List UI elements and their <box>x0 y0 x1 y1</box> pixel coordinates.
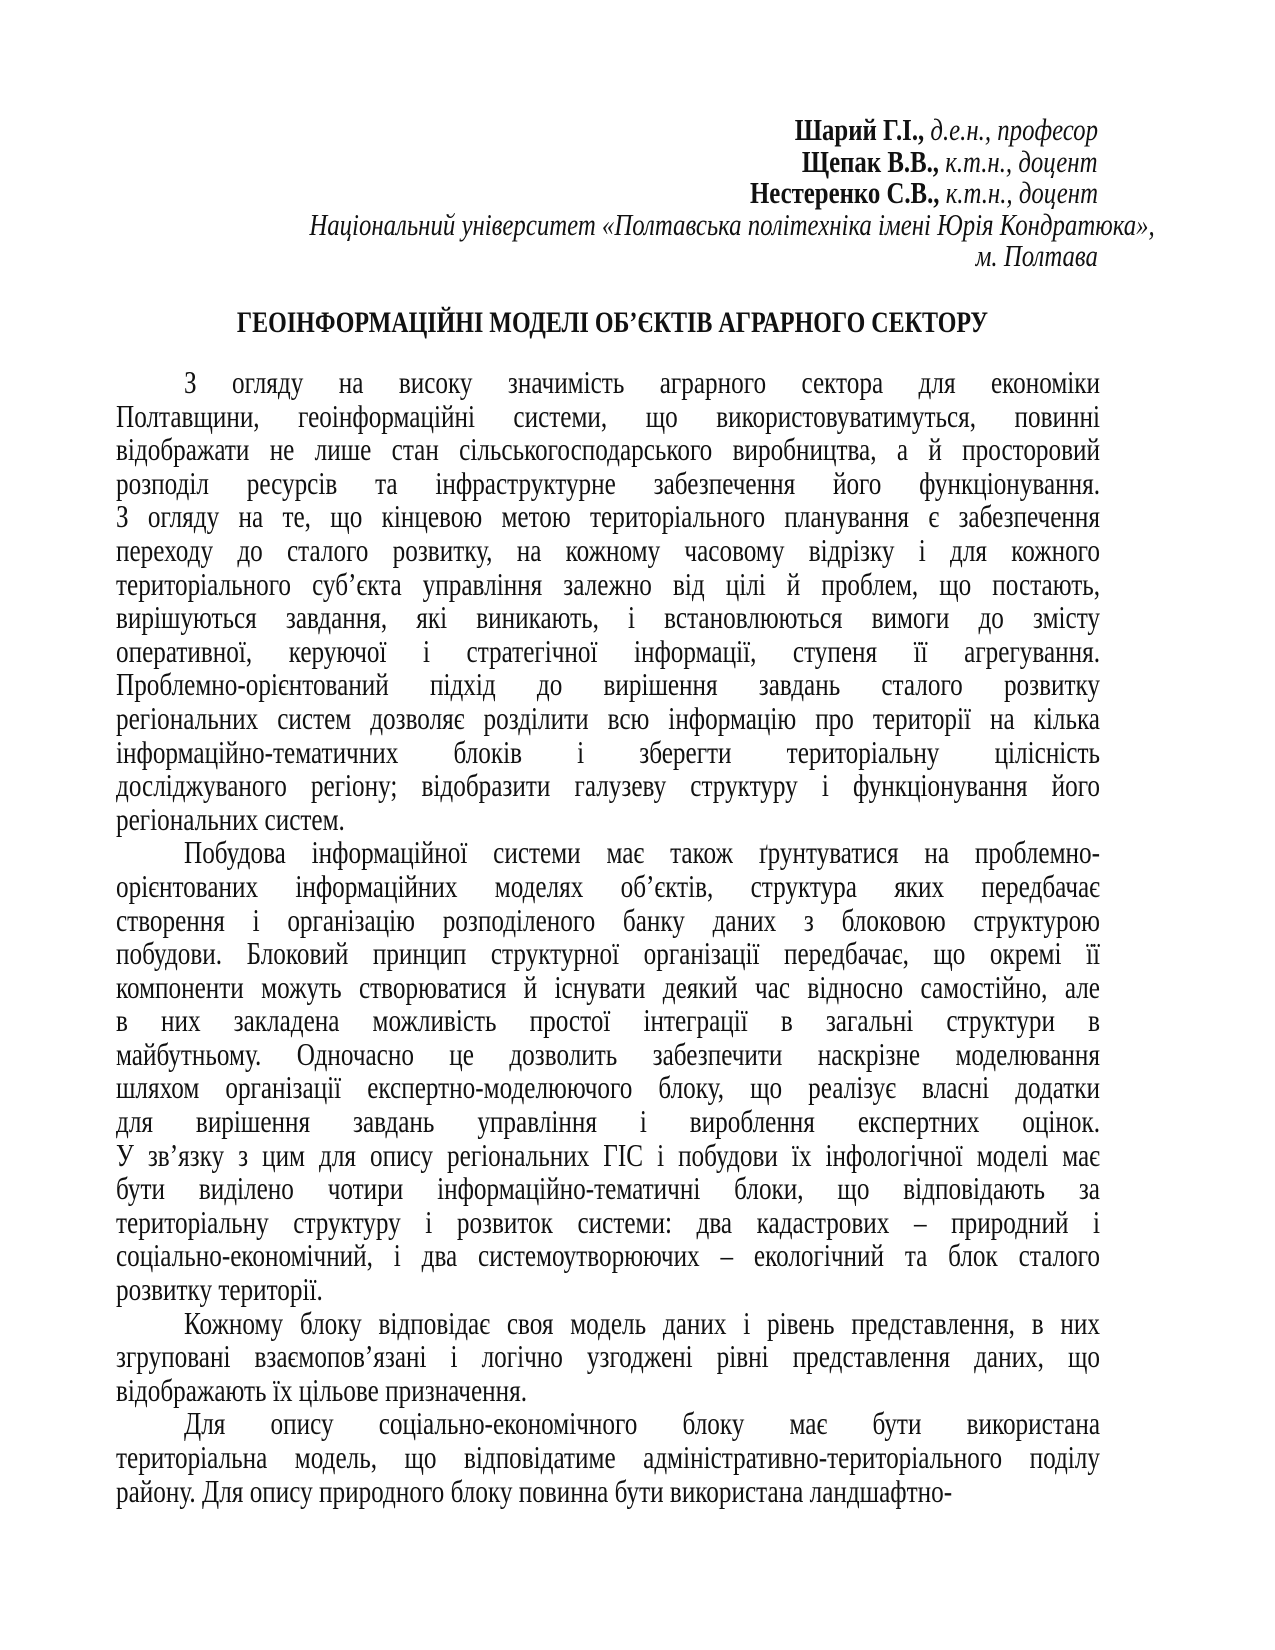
paper-title-text: ГЕОІНФОРМАЦІЙНІ МОДЕЛІ ОБ’ЄКТІВ АГРАРНОГО СЕКТОРУ <box>236 306 988 339</box>
paragraph-line-text: регіональних систем дозволяє розділити всю інформацію про території на кілька <box>116 700 1100 736</box>
paragraph-line <box>116 601 1100 635</box>
paragraph-line <box>116 1004 1100 1038</box>
paragraph-line <box>116 668 1100 702</box>
paragraph-line <box>116 904 1100 938</box>
affiliation-line <box>98 206 1155 242</box>
paragraph-line-text: вирішуються завдання, які виникають, і встановлюються вимоги до змісту <box>116 600 1100 636</box>
paragraph-line <box>116 702 1100 736</box>
affiliation-university: Національний університет «Полтавська політехніка імені Юрія Кондратюка», <box>309 206 1155 242</box>
paragraph-line-text: регіональних систем. <box>116 801 345 837</box>
paragraph-line-text: З огляду на те, що кінцевою метою територіального планування є забезпечення <box>116 499 1100 535</box>
paragraph-line <box>116 803 1100 837</box>
paragraph-line-text: Кожному блоку відповідає своя модель даних і рівень представлення, в них <box>184 1305 1100 1341</box>
paragraph-line <box>116 1441 1100 1475</box>
author-degree: д.е.н., професор <box>924 112 1098 147</box>
paragraph-line <box>116 433 1100 467</box>
paragraph-line-text: У зв’язку з цим для опису регіональних ГІС і побудови їх інфологічної моделі має <box>116 1137 1100 1173</box>
paragraph-line <box>116 870 1100 904</box>
paragraph-line <box>116 400 1100 434</box>
paragraph-line <box>116 1273 1100 1307</box>
author-degree: к.т.н., доцент <box>939 143 1098 179</box>
paragraph-line <box>116 1139 1100 1173</box>
paragraph-line-text: територіальна модель, що відповідатиме адміністративно-територіального поділу <box>116 1440 1100 1475</box>
author-degree: к.т.н., доцент <box>939 175 1098 210</box>
paragraph-line-text: Побудова інформаційної системи має також ґрунтуватися на проблемно- <box>184 835 1100 871</box>
paragraph-line-text: відображати не лише стан сільськогосподарського виробництва, а й просторовий <box>116 432 1100 468</box>
paragraph-line <box>116 1239 1100 1273</box>
paragraph-line-text: оперативної, керуючої і стратегічної інформації, ступеня її агрегування. <box>116 633 1100 669</box>
paragraph-line <box>116 568 1100 602</box>
paragraph-line-text: побудови. Блоковий принцип структурної організації передбачає, що окремі її <box>116 936 1100 972</box>
paragraph-line-text: району. Для опису природного блоку повинна бути використана ландшафтно- <box>116 1473 953 1509</box>
paragraph-line <box>116 1071 1100 1105</box>
author-name: Щепак В.В., <box>802 143 940 179</box>
paragraph-line <box>116 1172 1100 1206</box>
paragraph-line-text: в них закладена можливість простої інтеграції в загальні структури в <box>116 1003 1100 1039</box>
paragraph-line-text: створення і організацію розподіленого банку даних з блоковою структурою <box>116 902 1100 938</box>
paragraph-line-text: інформаційно-тематичних блоків і зберегти територіальну цілісність <box>116 734 1100 770</box>
paragraph-line-text: шляхом організації експертно-моделюючого блоку, що реалізує власні додатки <box>116 1070 1100 1106</box>
paragraph-line-text: соціально-економічний, і два системоутворюючих – екологічний та блок сталого <box>116 1238 1100 1274</box>
paragraph-line-text: територіальну структуру і розвиток системи: два кадастрових – природний і <box>116 1204 1100 1240</box>
paragraph-line-text: згруповані взаємопов’язані і логічно узгоджені рівні представлення даних, що <box>116 1339 1100 1375</box>
paragraph-line-text: розвитку території. <box>116 1272 323 1308</box>
affiliation-line <box>98 240 1098 272</box>
paragraph-line-text: для вирішення завдань управління і вироблення експертних оцінок. <box>116 1104 1100 1140</box>
paragraph-line-text: компоненти можуть створюватися й існувати деякий час відносно самостійно, але <box>116 969 1100 1005</box>
paragraph-line-text: відображають їх цільове призначення. <box>116 1372 528 1408</box>
paragraph-line-text: Для опису соціально-економічного блоку має бути використана <box>184 1406 1100 1442</box>
paragraph-line-text: Полтавщини, геоінформаційні системи, що використовуватимуться, повинні <box>116 398 1100 434</box>
paragraph-line-text: Проблемно-орієнтований підхід до вирішення завдань сталого розвитку <box>116 667 1100 703</box>
paragraph-line <box>116 1206 1100 1240</box>
paragraph-line <box>116 1038 1100 1072</box>
paragraph-line <box>116 1105 1100 1139</box>
affiliation-city: м. Полтава <box>975 238 1098 273</box>
paragraph-line <box>116 1475 1100 1509</box>
paragraph-line-text: З огляду на високу значимість аграрного сектора для економіки <box>184 365 1100 400</box>
paragraph-line-text: орієнтованих інформаційних моделях об’єктів, структура яких передбачає <box>116 868 1100 904</box>
paragraph-line-text: розподіл ресурсів та інфраструктурне забезпечення його функціонування. <box>116 465 1100 501</box>
paragraph-line <box>116 769 1100 803</box>
body-text <box>116 366 1100 1508</box>
author-line <box>98 177 1098 209</box>
paragraph-line-text: досліджуваного регіону; відобразити галузеву структуру і функціонування його <box>116 768 1100 804</box>
paragraph-line-text: бути виділено чотири інформаційно-тематичні блоки, що відповідають за <box>116 1171 1100 1207</box>
author-line <box>98 143 1098 179</box>
paper-title <box>112 306 1112 340</box>
paragraph-line <box>116 500 1100 534</box>
paragraph-line <box>116 467 1100 501</box>
paragraph-line <box>116 1340 1100 1374</box>
author-name: Нестеренко С.В., <box>750 175 940 210</box>
paragraph-line-text: територіального суб’єкта управління залежно від цілі й проблем, що постають, <box>116 566 1100 602</box>
paragraph-line <box>116 1307 1100 1341</box>
author-line <box>98 114 1098 146</box>
paragraph-line <box>116 736 1100 770</box>
author-block <box>98 112 1155 273</box>
paragraph-line <box>116 534 1100 568</box>
paragraph-line-text: майбутньому. Одночасно це дозволить забезпечити наскрізне моделювання <box>116 1036 1100 1072</box>
paragraph-line <box>116 635 1100 669</box>
paragraph-line <box>116 366 1100 400</box>
author-name: Шарий Г.І., <box>794 112 925 147</box>
paragraph-line <box>116 1374 1100 1408</box>
paragraph-line <box>116 836 1100 870</box>
paragraph-line-text: переходу до сталого розвитку, на кожному часовому відрізку і для кожного <box>116 532 1100 568</box>
paragraph-line <box>116 971 1100 1005</box>
paragraph-line <box>116 1407 1100 1441</box>
paragraph-line <box>116 937 1100 971</box>
